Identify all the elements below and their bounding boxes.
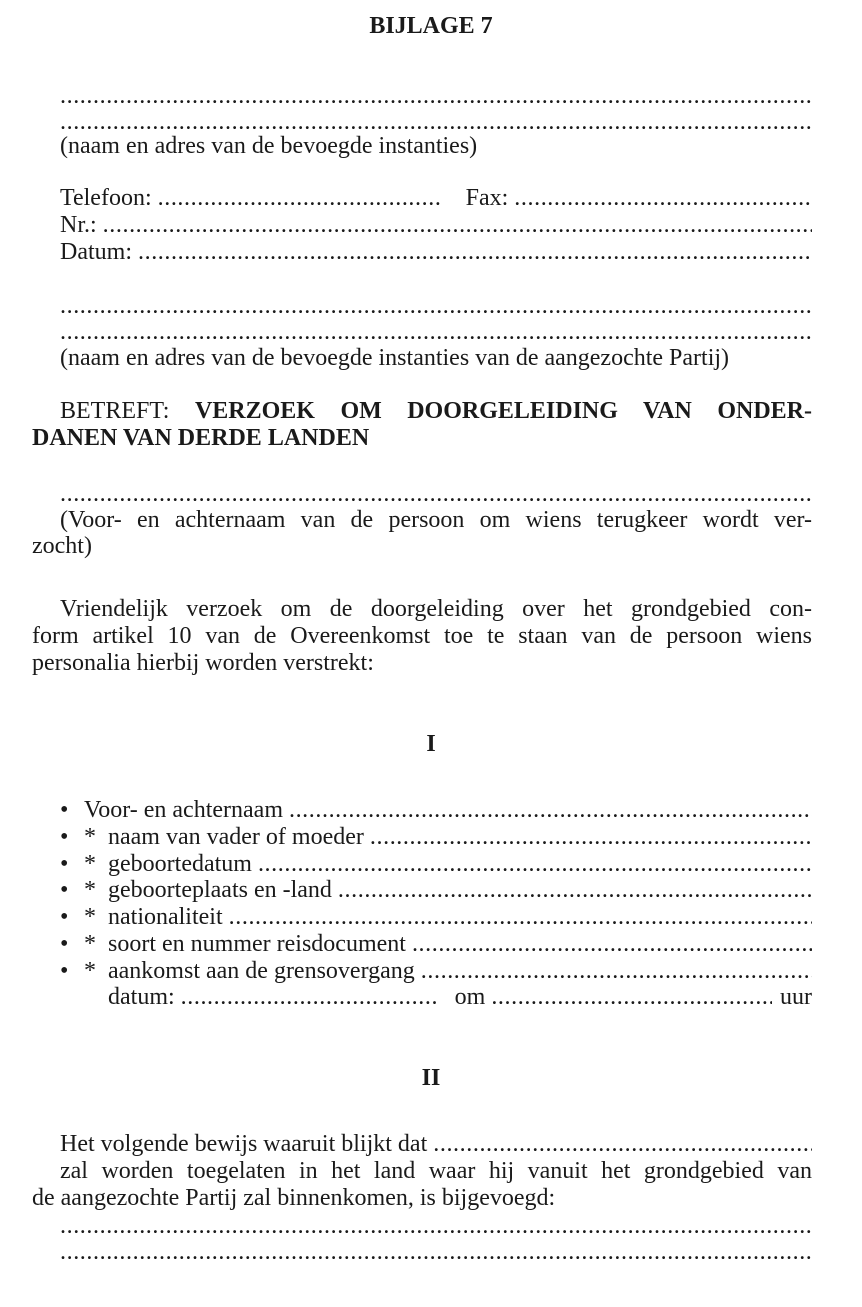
- page-title: BIJLAGE 7: [369, 13, 493, 39]
- field-value: [412, 930, 812, 958]
- bullet-icon: •: [60, 904, 69, 930]
- asterisk-icon: *: [84, 931, 96, 957]
- address-line-1: [60, 82, 812, 110]
- field-row: [60, 823, 812, 851]
- field-row: [60, 957, 812, 985]
- arrival-date-field: [181, 983, 439, 1011]
- fax-field: [514, 184, 812, 212]
- bullet-icon: •: [60, 958, 69, 984]
- nr-row: [60, 211, 812, 239]
- bullet-icon: •: [60, 851, 69, 877]
- dotted-fill: [60, 318, 812, 346]
- evidence-fill-1: [60, 1212, 812, 1240]
- telefoon-field: [158, 184, 440, 212]
- asterisk-icon: *: [84, 824, 96, 850]
- hour-label: uur: [780, 984, 812, 1010]
- dotted-fill: [60, 1212, 812, 1240]
- dotted-fill: [60, 292, 812, 320]
- field-row: [60, 850, 812, 878]
- subject-prefix: BETREFT:: [60, 398, 170, 424]
- field-label: nationaliteit: [108, 904, 223, 930]
- bullet-icon: •: [60, 824, 69, 850]
- asterisk-icon: *: [84, 877, 96, 903]
- party-address-line-2: [60, 318, 812, 346]
- field-label: Voor- en achternaam: [84, 797, 283, 823]
- field-value: [370, 823, 812, 851]
- datum-field: [138, 238, 812, 266]
- dotted-fill: [60, 480, 812, 508]
- subject-title-1: VERZOEK OM DOORGELEIDING VAN ONDER-: [194, 398, 812, 424]
- field-value: [258, 850, 812, 878]
- arrival-time-field: [491, 983, 772, 1011]
- phone-fax-row: [60, 184, 812, 212]
- person-caption-1: (Voor- en achternaam van de persoon om wiens terugkeer wordt ver-: [60, 507, 812, 533]
- datum-label: Datum:: [60, 239, 132, 265]
- bullet-icon: •: [60, 931, 69, 957]
- party-caption: (naam en adres van de bevoegde instanties van de aangezochte Partij): [60, 345, 730, 371]
- dotted-fill: [60, 82, 812, 110]
- evidence-line-3: de aangezochte Partij zal binnenkomen, is bijgevoegd:: [32, 1185, 556, 1211]
- arrival-time-label: om: [454, 984, 486, 1010]
- subject-title-2: DANEN VAN DERDE LANDEN: [32, 425, 370, 451]
- field-label: geboorteplaats en -land: [108, 877, 332, 903]
- asterisk-icon: *: [84, 904, 96, 930]
- request-line-2: form artikel 10 van de Overeenkomst toe te staan van de persoon wiens: [32, 623, 812, 649]
- bullet-icon: •: [60, 797, 69, 823]
- nr-field: [103, 211, 812, 239]
- section-i-heading: I: [426, 731, 436, 757]
- field-row: [60, 930, 812, 958]
- dotted-fill: [60, 1238, 812, 1266]
- evidence-text-1: Het volgende bewijs waaruit blijkt dat: [60, 1131, 428, 1157]
- evidence-line-1: [60, 1130, 812, 1158]
- request-line-1: Vriendelijk verzoek om de doorgeleiding over het grondgebied con-: [60, 596, 812, 622]
- nr-label: Nr.:: [60, 212, 97, 238]
- asterisk-icon: *: [84, 958, 96, 984]
- evidence-fill-2: [60, 1238, 812, 1266]
- field-value: [421, 957, 812, 985]
- asterisk-icon: *: [84, 851, 96, 877]
- datum-row: [60, 238, 812, 266]
- field-row: [60, 876, 812, 904]
- party-address-line-1: [60, 292, 812, 320]
- evidence-field: [433, 1130, 812, 1158]
- fax-label: Fax:: [465, 185, 509, 211]
- person-line: [60, 480, 812, 508]
- field-value: [229, 903, 812, 931]
- evidence-line-2: zal worden toegelaten in het land waar hij vanuit het grondgebied van: [60, 1158, 812, 1184]
- person-caption-2: zocht): [32, 533, 92, 559]
- telefoon-label: Telefoon:: [60, 185, 152, 211]
- field-label: naam van vader of moeder: [108, 824, 364, 850]
- bullet-icon: •: [60, 877, 69, 903]
- section-ii-heading: II: [421, 1065, 441, 1091]
- field-row: [60, 903, 812, 931]
- field-label: soort en nummer reisdocument: [108, 931, 406, 957]
- arrival-datetime-row: [108, 983, 812, 1011]
- arrival-date-label: datum:: [108, 984, 175, 1010]
- field-label: aankomst aan de grensovergang: [108, 958, 415, 984]
- field-value: [338, 876, 812, 904]
- field-value: [289, 796, 812, 824]
- request-line-3: personalia hierbij worden verstrekt:: [32, 650, 374, 676]
- subject-line-1: [60, 397, 812, 425]
- authority-caption: (naam en adres van de bevoegde instanties): [60, 133, 478, 159]
- field-label: geboortedatum: [108, 851, 252, 877]
- field-row: [60, 796, 812, 824]
